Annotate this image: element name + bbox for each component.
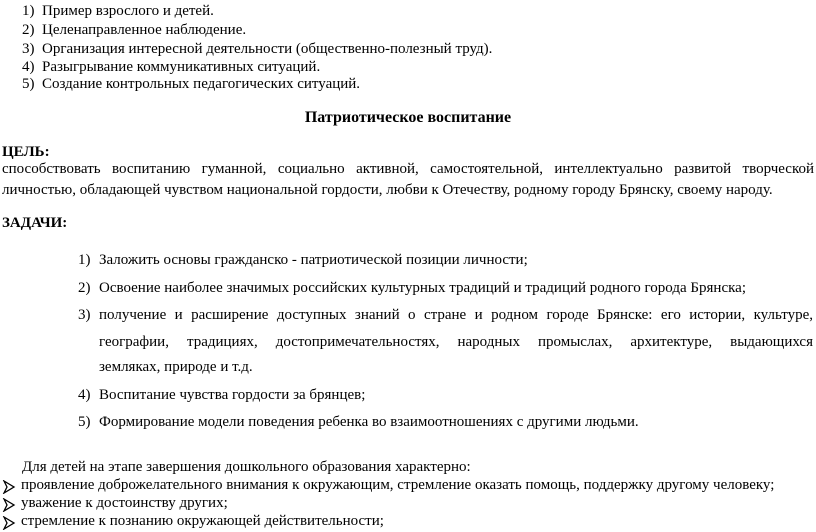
task-number: 2) (78, 280, 91, 296)
arrow-bullet-icon (2, 480, 16, 494)
list-number: 2) (22, 22, 35, 38)
list-item: Целенаправленное наблюдение. (42, 22, 247, 38)
list-number: 4) (22, 59, 35, 75)
list-number: 1) (22, 3, 35, 19)
goal-text-line: способствовать воспитанию гуманной, социально активной, самостоятельной, интеллектуально развитой творческой (2, 161, 814, 177)
task-item: Формирование модели поведения ребенка во взаимоотношениях с другими людьми. (99, 414, 639, 430)
list-number: 5) (22, 76, 35, 92)
goal-label: ЦЕЛЬ: (2, 144, 50, 160)
task-item: Заложить основы гражданско - патриотической позиции личности; (99, 252, 528, 268)
task-item-line: географии, традициях, достопримечательностях, народных промыслах, архитектуре, выдающихся (99, 334, 813, 350)
bullet-item: уважение к достоинству других; (21, 495, 228, 511)
bullet-item: стремление к познанию окружающей действительности; (21, 513, 384, 529)
task-item: Воспитание чувства гордости за брянцев; (99, 387, 366, 403)
goal-text-line: личностью, обладающей чувством национальной гордости, любви к Отечеству, родному городу Брянску, своему народу. (2, 182, 773, 198)
task-number: 5) (78, 414, 91, 430)
task-number: 3) (78, 307, 91, 323)
section-title: Патриотическое воспитание (304, 109, 512, 126)
task-item-line: земляках, природе и т.д. (99, 359, 253, 375)
list-item: Пример взрослого и детей. (42, 3, 214, 19)
bullet-item: проявление доброжелательного внимания к окружающим, стремление оказать помощь, поддержку другому человеку; (21, 477, 775, 493)
list-item: Разыгрывание коммуникативных ситуаций. (42, 59, 321, 75)
list-number: 3) (22, 41, 35, 57)
list-item: Организация интересной деятельности (общественно-полезный труд). (42, 41, 493, 57)
children-intro: Для детей на этапе завершения дошкольного образования характерно: (22, 459, 471, 475)
list-item: Создание контрольных педагогических ситуаций. (42, 76, 361, 92)
task-item-line: получение и расширение доступных знаний о стране и родном городе Брянске: его истории, культуре, (99, 307, 813, 323)
tasks-label: ЗАДАЧИ: (2, 215, 68, 231)
task-number: 4) (78, 387, 91, 403)
arrow-bullet-icon (2, 498, 16, 512)
task-item: Освоение наиболее значимых российских культурных традиций и традиций родного города Брянска; (99, 280, 746, 296)
task-number: 1) (78, 252, 91, 268)
arrow-bullet-icon (2, 516, 16, 530)
